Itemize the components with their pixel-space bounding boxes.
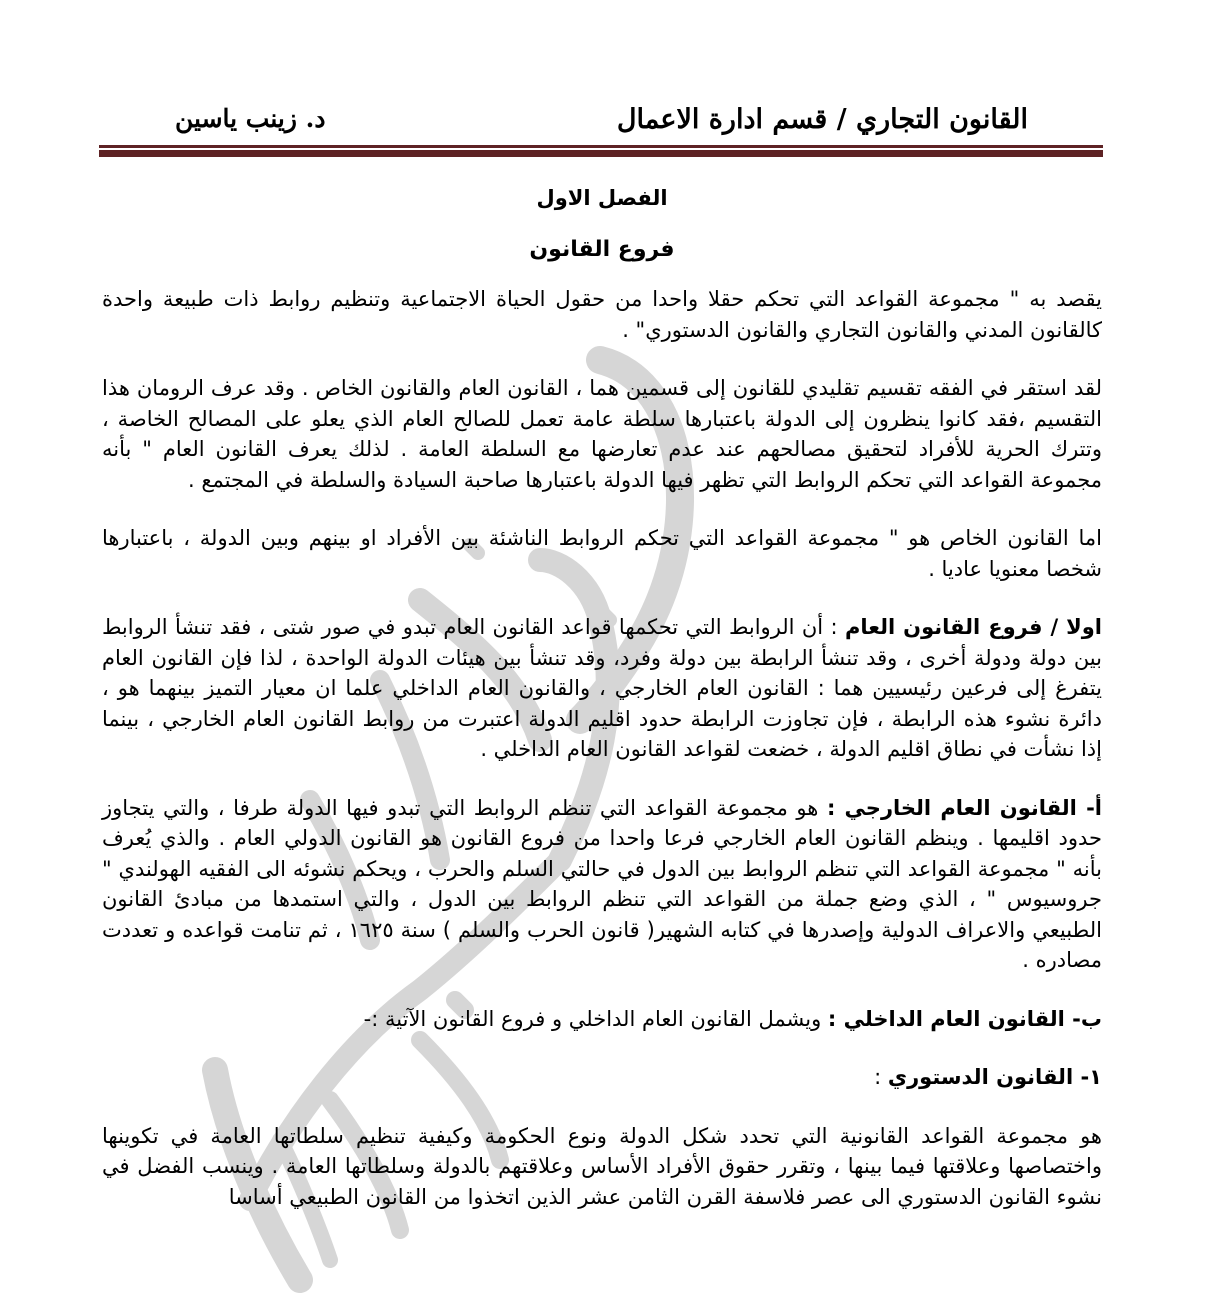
- heading-constitutional-law: ١- القانون الدستوري: [887, 1065, 1102, 1089]
- text-internal-public-law: ويشمل القانون العام الداخلي و فروع القانون الآتية :-: [363, 1006, 828, 1031]
- paragraph-public-private-division: لقد استقر في الفقه تقسيم تقليدي للقانون إلى قسمين هما ، القانون العام والقانون الخاص . وقد عرف الرومان هذا التقسيم ،فقد كانوا ينظرون إلى الدولة باعتبارها سلطة عامة تعمل للصالح العام الذي يعلو على المصالح الخاصة ، وتترك الحرية للأفراد لتحقيق مصالحهم عند عدم تعارضها مع السلطة العامة . لذلك يعرف القانون العام " بأنه مجموعة القواعد التي تحكم الروابط التي تظهر فيها الدولة باعتبارها صاحبة السيادة والسلطة في المجتمع .: [102, 376, 1102, 492]
- page-header: [100, 100, 1103, 140]
- section-title: فروع القانون: [529, 237, 675, 262]
- paragraph-internal-public-law: [102, 1004, 1102, 1035]
- header-course-title: القانون التجاري / قسم ادارة الاعمال: [616, 104, 1028, 135]
- text-external-public-law: هو مجموعة القواعد التي تنظم الروابط التي تبدو فيها الدولة طرفا ، والتي يتجاوز حدود اقليمها . وينظم القانون العام الخارجي فرعا واحدا من فروع القانون هو القانون الدولي العام . والذي يُعرف بأنه " مجموعة القواعد التي تنظم الروابط بين الدول في حالتي السلم والحرب ، ويحكم نشوئه الى الفقيه الهولندي " جروسيوس " ، الذي وضع جملة من القواعد التي تنظم الروابط بين الدول ، والتي استمدها من مبادئ القانون الطبيعي والاعراف الدولية وإصدرها في كتابه الشهير( قانون الحرب والسلم ) سنة ١٦٢٥ ، ثم تنامت قواعده و تعددت مصادره .: [102, 795, 1103, 972]
- header-author-name: د. زينب ياسين: [175, 104, 326, 133]
- heading-external-public-law: أ- القانون العام الخارجي :: [826, 795, 1102, 820]
- paragraph-public-law-branches: [102, 612, 1102, 765]
- document-body: [102, 178, 1102, 1212]
- paragraph-constitutional-law-heading: [102, 1062, 1102, 1093]
- paragraph-definition: يقصد به " مجموعة القواعد التي تحكم حقلا واحدا من حقول الحياة الاجتماعية وتنظيم روابط ذات طبيعة واحدة كالقانون المدني والقانون التجاري والقانون الدستوري" .: [102, 287, 1102, 342]
- paragraph-constitutional-law-definition: هو مجموعة القواعد القانونية التي تحدد شكل الدولة ونوع الحكومة وكيفية تنظيم سلطاتها العامة في تكوينها واختصاصها وعلاقتها فيما بينها ، وتقرر حقوق الأفراد الأساس وعلاقتهم بالدولة وسلطاتها العامة . وينسب الفضل في نشوء القانون الدستوري الى عصر فلاسفة القرن الثامن عشر الذين اتخذوا من القانون الطبيعي أساسا: [102, 1123, 1102, 1209]
- header-divider-thick: [99, 150, 1103, 157]
- text-public-law-branches: : أن الروابط التي تحكمها قواعد القانون العام تبدو في صور شتى ، فقد تنشأ الروابط بين دولة ودولة أخرى ، وقد تنشأ الرابطة بين دولة وفرد، وقد تنشأ بين هيئات الدولة الواحدة ، لذا فإن القانون العام يتفرغ إلى فرعين رئيسيين هما : القانون العام الخارجي ، والقانون العام الداخلي علما ان معيار التميز بينهما هو ، دائرة نشوء هذه الرابطة ، فإن تجاوزت الرابطة حدود اقليم الدولة اعتبرت من روابط القانون العام الخارجي ، بينما إذا نشأت في نطاق اقليم الدولة ، خضعت لقواعد القانون العام الداخلي .: [102, 615, 1102, 761]
- heading-public-law-branches: اولا / فروع القانون العام: [844, 615, 1102, 639]
- paragraph-external-public-law: [102, 793, 1102, 976]
- text-constitutional-law-colon: :: [874, 1065, 888, 1089]
- heading-internal-public-law: ب- القانون العام الداخلي :: [827, 1006, 1102, 1031]
- paragraph-private-law: اما القانون الخاص هو " مجموعة القواعد التي تحكم الروابط الناشئة بين الأفراد او بينهم وبين الدولة ، باعتبارها شخصا معنويا عاديا .: [102, 526, 1102, 581]
- chapter-title: الفصل الاول: [536, 186, 668, 210]
- header-divider-thin: [99, 145, 1103, 148]
